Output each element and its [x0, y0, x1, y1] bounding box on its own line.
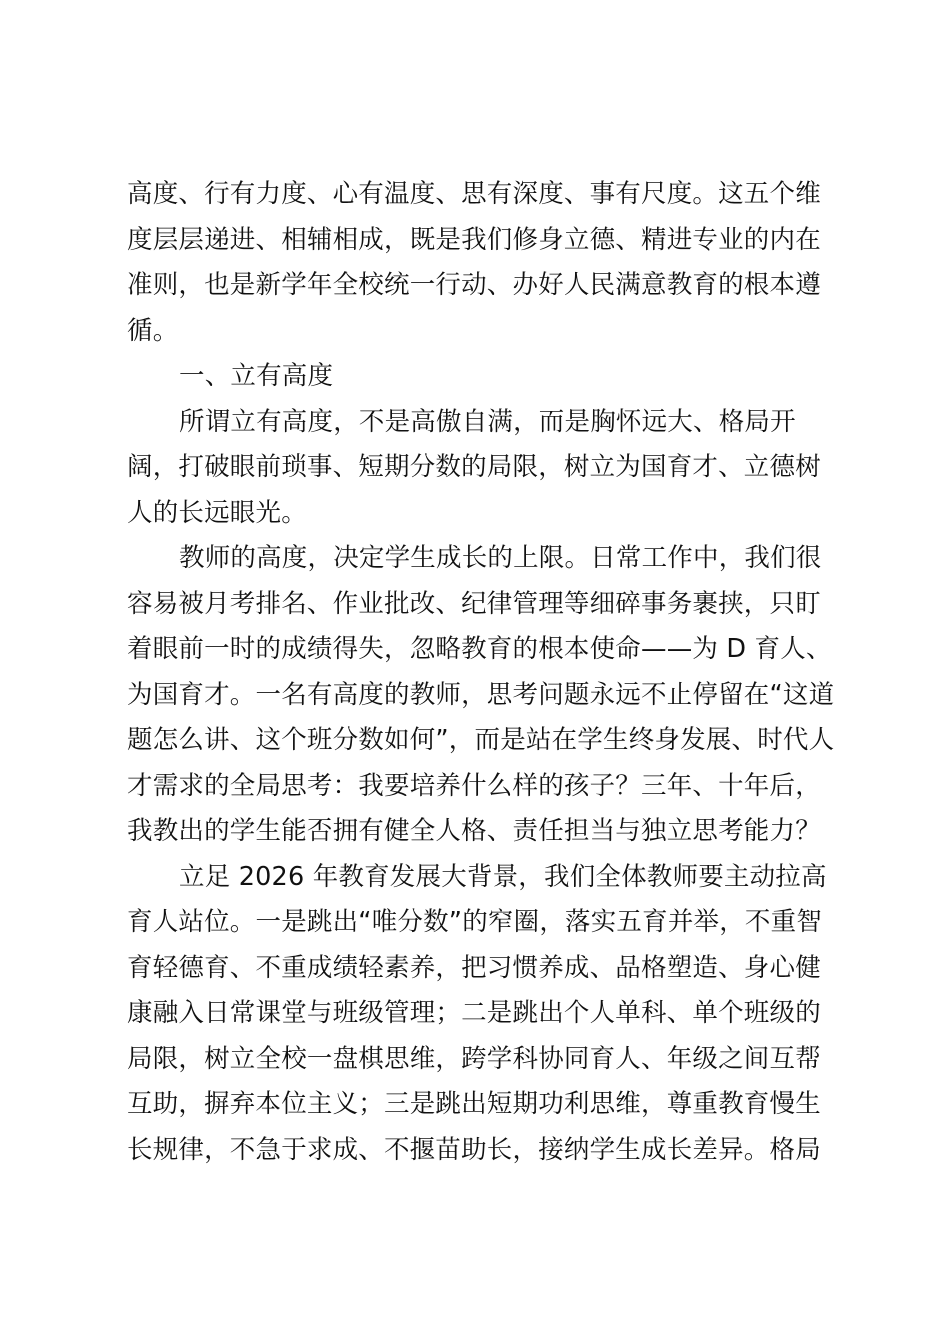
text-line: 局限，树立全校一盘棋思维，跨学科协同育人、年级之间互帮	[127, 1043, 821, 1074]
text-line: 人的长远眼光。	[127, 497, 307, 528]
text-line: 我教出的学生能否拥有健全人格、责任担当与独立思考能力？	[127, 816, 821, 846]
text-line: 准则，也是新学年全校统一行动、办好人民满意教育的根本遵	[127, 270, 821, 300]
text-line: 度层层递进、相辅相成，既是我们修身立德、精进专业的内在	[127, 224, 821, 255]
text-line: 育人站位。一是跳出“唯分数”的窄圈，落实五育并举，不重智	[127, 907, 823, 937]
text-line: 才需求的全局思考：我要培养什么样的孩子？三年、十年后，	[127, 770, 821, 801]
text-line: 阔，打破眼前琐事、短期分数的局限，树立为国育才、立德树	[127, 452, 821, 482]
text-line: 高度、行有力度、心有温度、思有深度、事有尺度。这五个维	[127, 179, 821, 209]
text-line: 立足 2026 年教育发展大背景，我们全体教师要主动拉高	[179, 861, 827, 892]
text-line: 育轻德育、不重成绩轻素养，把习惯养成、品格塑造、身心健	[127, 952, 821, 983]
paragraph-1	[127, 400, 833, 537]
text-line: 为国育才。一名有高度的教师，思考问题永远不止停留在“这道	[127, 679, 835, 710]
section-heading-text: 一、立有高度	[179, 361, 334, 391]
text-line: 容易被月考排名、作业批改、纪律管理等细碎事务裹挟，只盯	[127, 588, 821, 619]
paragraph-3	[127, 855, 833, 1174]
text-line: 长规律，不急于求成、不揠苗助长，接纳学生成长差异。格局	[127, 1134, 821, 1165]
text-line: 教师的高度，决定学生成长的上限。日常工作中，我们很	[179, 543, 822, 573]
intro-paragraph	[127, 172, 833, 354]
document-page	[127, 172, 833, 1173]
text-line: 互助，摒弃本位主义；三是跳出短期功利思维，尊重教育慢生	[127, 1089, 821, 1119]
text-line: 着眼前一时的成绩得失，忽略教育的根本使命——为 D 育人、	[127, 634, 832, 664]
text-line: 所谓立有高度，不是高傲自满，而是胸怀远大、格局开	[179, 406, 796, 437]
text-line: 题怎么讲、这个班分数如何”，而是站在学生终身发展、时代人	[127, 725, 835, 755]
paragraph-2	[127, 536, 833, 855]
section-heading	[127, 354, 833, 400]
text-line: 循。	[127, 315, 179, 346]
text-line: 康融入日常课堂与班级管理；二是跳出个人单科、单个班级的	[127, 998, 821, 1028]
